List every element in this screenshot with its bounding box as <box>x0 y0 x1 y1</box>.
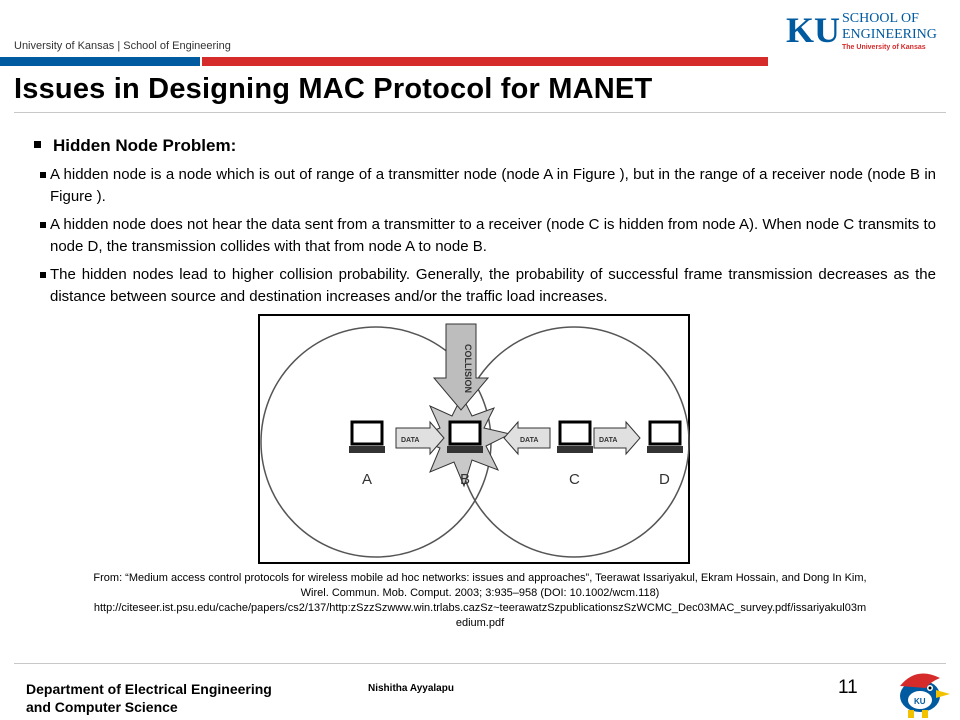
sub-bullet-text: A hidden node does not hear the data sent from a transmitter to a receiver (node C is hidden from node A). When node C transmits to node D, the transmission collides with that from node A to node B. <box>50 216 936 255</box>
sub-bullet-2 <box>40 214 936 258</box>
title-divider <box>14 112 946 113</box>
figure-citation <box>10 571 950 631</box>
bullet-square-icon <box>40 222 46 228</box>
logo-ku-text: KU <box>786 10 840 50</box>
sub-bullet-text: The hidden nodes lead to higher collision probability. Generally, the probability of successful frame transmission decreases as the distance between source and destination increases and/or the traffic load increases. <box>50 266 936 305</box>
collision-label: COLLISION <box>463 344 473 393</box>
footer-divider <box>14 663 946 664</box>
node-label-a: A <box>362 471 373 488</box>
page-number: 11 <box>838 677 858 698</box>
department-name <box>26 680 272 716</box>
citation-line-4[interactable]: edium.pdf <box>455 617 505 629</box>
main-bullet <box>34 136 236 156</box>
laptop-icon-node-d <box>647 422 683 453</box>
bullet-square-icon <box>40 272 46 278</box>
department-line-1: Department of Electrical Engineering <box>26 681 272 697</box>
logo-sub-text: The University of Kansas <box>842 44 926 51</box>
jayhawk-mascot-icon <box>886 664 952 720</box>
logo-school-text: SCHOOL OF <box>842 11 919 26</box>
data-label-c-to-d: DATA <box>599 437 618 444</box>
laptop-icon-node-b <box>447 422 483 453</box>
slide-title: Issues in Designing MAC Protocol for MANET <box>14 73 653 105</box>
header-bar-blue <box>0 57 200 66</box>
node-label-d: D <box>659 471 670 488</box>
laptop-icon-node-c <box>557 422 593 453</box>
citation-line-1: From: “Medium access control protocols for wireless mobile ad hoc networks: issues and approaches”, Teerawat Issariyakul, Ekram Hossain, and Dong In Kim, <box>93 572 867 584</box>
data-label-c-to-b: DATA <box>520 437 539 444</box>
data-label-a-to-b: DATA <box>401 437 420 444</box>
node-label-b: B <box>460 471 471 488</box>
logo-engineering-text: ENGINEERING <box>842 27 937 42</box>
sub-bullet-1 <box>40 164 936 208</box>
main-bullet-text: Hidden Node Problem: <box>53 136 237 155</box>
ku-engineering-logo <box>780 2 950 62</box>
citation-line-3[interactable]: http://citeseer.ist.psu.edu/cache/papers/cs2/137/http:zSzzSzwww.win.trlabs.cazSz~teerawatzSzpublicationszSzWCMC_Dec03MAC_survey.pdf/issariyakul03m <box>93 602 867 614</box>
laptop-icon-node-a <box>349 422 385 453</box>
sub-bullet-3 <box>40 264 936 308</box>
node-label-c: C <box>569 471 580 488</box>
hidden-node-figure <box>258 314 690 564</box>
sub-bullet-text: A hidden node is a node which is out of range of a transmitter node (node A in Figure ), but in the range of a receiver node (node B in Figure ). <box>50 166 936 205</box>
mascot-text: KU <box>914 697 926 706</box>
bullet-square-icon <box>34 141 41 148</box>
author-name: Nishitha Ayyalapu <box>368 683 454 694</box>
bullet-square-icon <box>40 172 46 178</box>
citation-line-2: Wirel. Commun. Mob. Comput. 2003; 3:935–958 (DOI: 10.1002/wcm.118) <box>300 587 660 599</box>
department-line-2: and Computer Science <box>26 699 178 715</box>
institution-line: University of Kansas | School of Engineering <box>14 40 231 52</box>
header-bar-red <box>202 57 768 66</box>
